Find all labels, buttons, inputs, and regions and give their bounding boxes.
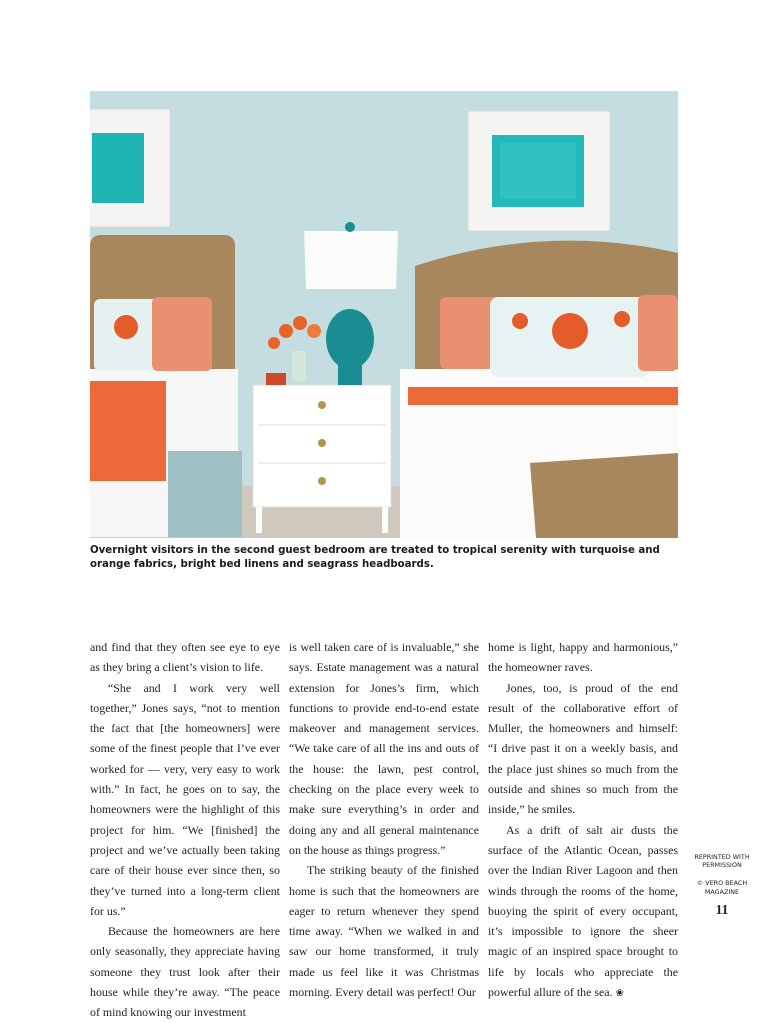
reprint-credit	[686, 853, 758, 896]
credit-line-1: © VERO BEACH	[696, 879, 748, 888]
paragraph: and find that they often see eye to eye as they bring a client’s vision to life.	[90, 640, 280, 675]
bedroom-photo	[90, 91, 678, 538]
paragraph: The striking beauty of the finished home is such that the homeowners are eager to return whenever they spend time away. “When we walked in and saw our home transformed, it truly made us feel like it was Christmas morning. Every detail was perfect! Our	[289, 863, 479, 1000]
credit-line-2: MAGAZINE	[704, 887, 740, 896]
end-mark-icon: ❀	[615, 988, 624, 1000]
reprint-line-2: PERMISSION	[702, 861, 742, 870]
article-column-1	[90, 637, 280, 1023]
paragraph: home is light, happy and harmonious,” the homeowner raves.	[488, 640, 678, 675]
article-column-3	[488, 637, 678, 1004]
paragraph: Jones, too, is proud of the end result of the collaborative effort of Muller, the homeowners and himself: “I drive past it on a weekly basis, and the place just shines so much from the outside and shines so much from the inside,” he smiles.	[488, 680, 678, 817]
paragraph: Because the homeowners are here only seasonally, they appreciate having someone they trust look after their house while they’re away. “The peace of mind knowing our investment	[90, 924, 280, 1020]
paragraph	[488, 820, 678, 1005]
reprint-line-1: REPRINTED WITH	[694, 853, 750, 861]
photo-caption: Overnight visitors in the second guest bedroom are treated to tropical serenity with turquoise and orange fabrics, bright bed linens and seagrass headboards.	[90, 545, 660, 570]
bedroom-illustration	[90, 91, 678, 538]
paragraph: “She and I work very well together,” Jones says, “not to mention the fact that [the homeowners] were some of the finest people that I’ve ever worked for — very, very easy to work with.” In fact, he goes on to say, the homeowners were the highlight of this project for him. “We [finished] the project and we’ve actually been taking care of their house ever since then, so they’ve turned into a long-term client for us.”	[90, 680, 280, 918]
final-paragraph-text: As a drift of salt air dusts the surface of the Atlantic Ocean, passes over the Indian River Lagoon and then winds through the rooms of the home, buoying the spirit of every occupant, it’s impossible to ignore the sheer magic of an inspired space brought to life by locals who appreciate the powerful allure of the sea.	[488, 822, 678, 1000]
article-column-2	[289, 637, 479, 1002]
paragraph: is well taken care of is invaluable,” she says. Estate management was a natural extension for Jones’s firm, which functions to provide end-to-end estate makeover and management services. “We take care of all the ins and outs of the house: the lawn, pest control, checking on the place every week to make sure everything’s in order and doing any and all general maintenance on the house as things progress.”	[289, 640, 479, 857]
page-number: 11	[715, 902, 729, 917]
